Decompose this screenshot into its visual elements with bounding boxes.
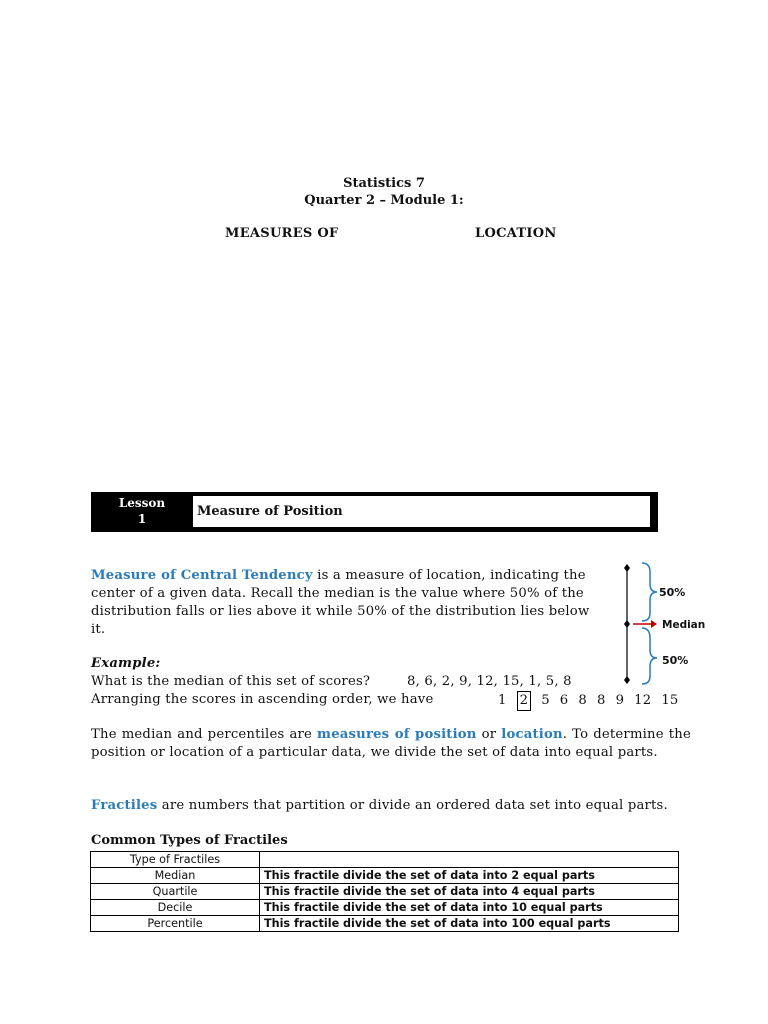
module-quarter: Quarter 2 – Module 1: (304, 193, 464, 208)
module-title-left: MEASURES OF (225, 226, 339, 241)
module-subject: Statistics 7 (343, 176, 425, 191)
position-term-2: location (501, 727, 563, 742)
sorted-scores (498, 691, 689, 711)
lesson-title: Measure of Position (193, 496, 650, 527)
table-header-row (91, 852, 679, 868)
brace-top (642, 563, 657, 621)
table-header-type: Type of Fractiles (91, 852, 260, 868)
fractile-desc: This fractile divide the set of data into 100 equal parts (260, 916, 679, 932)
lesson-label (93, 495, 191, 529)
position-term-1: measures of position (317, 727, 477, 742)
lesson-label-word: Lesson (118, 496, 166, 510)
example-scores: 8, 6, 2, 9, 12, 15, 1, 5, 8 (407, 674, 572, 689)
fractiles-table (90, 851, 679, 932)
fractile-type: Decile (91, 900, 260, 916)
fractile-desc: This fractile divide the set of data into 4 equal parts (260, 884, 679, 900)
position-paragraph (91, 726, 691, 762)
sorted-score: 15 (661, 693, 679, 708)
diagram-top-label: 50% (659, 586, 686, 599)
sorted-score: 5 (541, 693, 550, 708)
fractiles-paragraph (91, 797, 701, 815)
sorted-score: 9 (615, 693, 625, 708)
diagram-median-point (624, 620, 630, 628)
example-question (91, 673, 611, 691)
fractiles-term: Fractiles (91, 798, 158, 813)
module-title-right: LOCATION (475, 226, 557, 241)
fractile-type: Percentile (91, 916, 260, 932)
table-row (91, 884, 679, 900)
example-arranging (91, 691, 691, 709)
table-row (91, 868, 679, 884)
diagram-top-point (624, 564, 630, 572)
lesson-number: 1 (137, 512, 147, 526)
sorted-score-median: 2 (517, 691, 532, 711)
sorted-score: 1 (498, 693, 507, 708)
table-header-desc (260, 852, 679, 868)
intro-paragraph (91, 567, 591, 639)
brace-bottom (642, 628, 657, 684)
sorted-score: 6 (559, 693, 569, 708)
example-arranging-text: Arranging the scores in ascending order, we have (91, 692, 434, 707)
example-label: Example: (91, 656, 161, 671)
diagram-bottom-point (624, 676, 630, 684)
position-text-1: The median and percentiles are (91, 727, 318, 742)
fractile-type: Quartile (91, 884, 260, 900)
position-text-3: . To determine the position or location of a particular data, we divide the set of data into equal parts. (91, 727, 691, 760)
fractile-desc: This fractile divide the set of data into 2 equal parts (260, 868, 679, 884)
table-row (91, 916, 679, 932)
diagram-median-label: Median (662, 619, 706, 631)
table-row (91, 900, 679, 916)
sorted-score: 12 (634, 693, 652, 708)
example-question-text: What is the median of this set of scores? (91, 674, 371, 689)
intro-term: Measure of Central Tendency (91, 568, 313, 583)
sorted-score: 8 (578, 693, 587, 708)
fractile-type: Median (91, 868, 260, 884)
sorted-score: 8 (596, 693, 606, 708)
median-arrow-head (651, 620, 657, 628)
table-caption: Common Types of Fractiles (91, 833, 288, 848)
position-text-2: or (476, 727, 502, 742)
fractiles-text: are numbers that partition or divide an ordered data set into equal parts. (157, 798, 668, 813)
diagram-bottom-label: 50% (662, 654, 689, 667)
fractile-desc: This fractile divide the set of data into 10 equal parts (260, 900, 679, 916)
intro-text: is a measure of location, indicating the center of a given data. Recall the median is the value where 50% of the distribution falls or lies above it while 50% of the distribution lies below it. (91, 568, 590, 637)
